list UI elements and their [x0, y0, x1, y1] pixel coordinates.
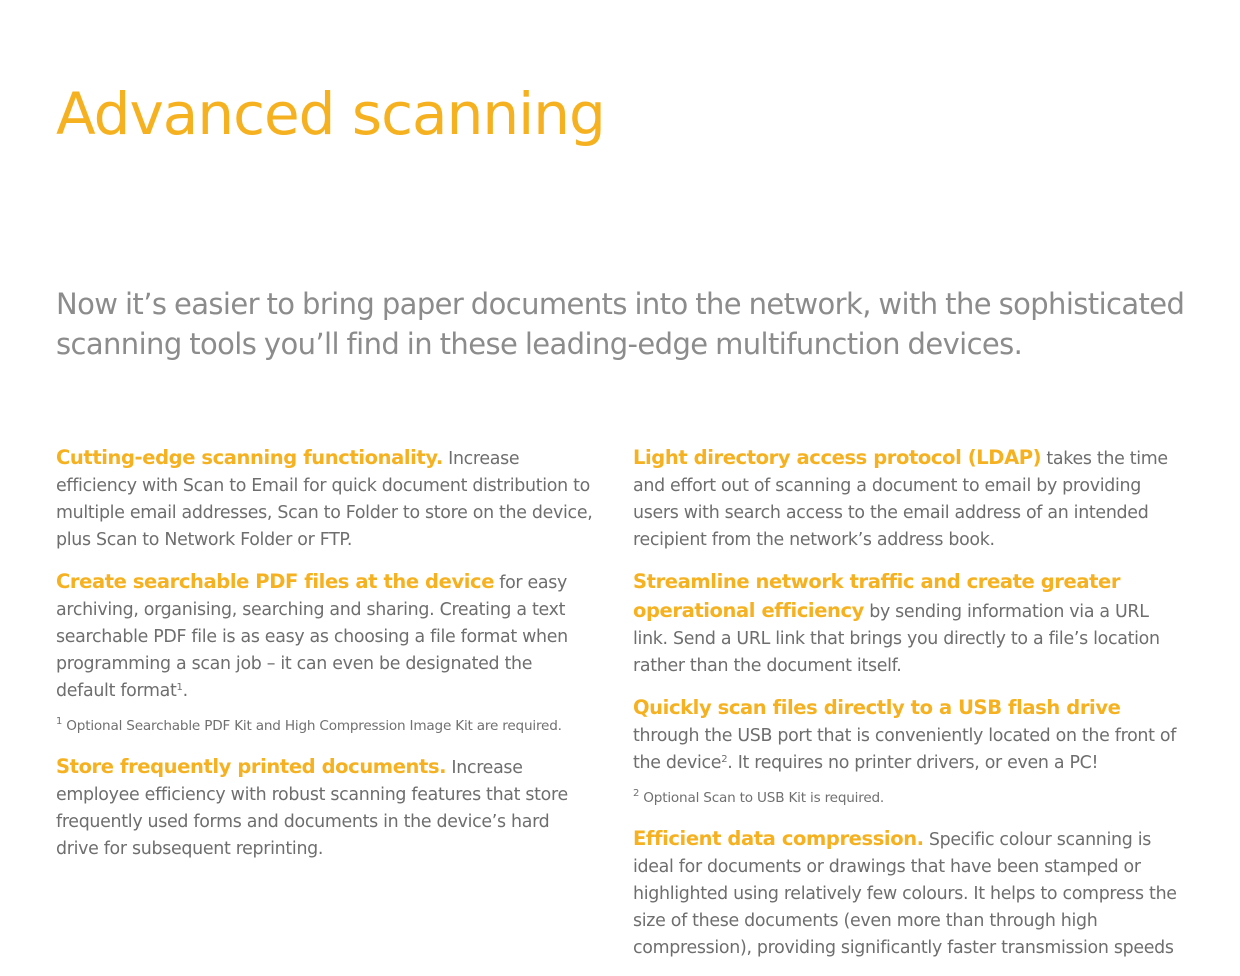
- footnote-1-text: Optional Searchable PDF Kit and High Compression Image Kit are required.: [62, 718, 562, 734]
- network-traffic-heading: Streamline network traffic and create greater operational efficiency: [633, 570, 1121, 622]
- ldap-text: takes the time and effort out of scanning a document to email by providing users with search access to the email address of an intended recipient from the network’s address book.: [633, 449, 1168, 550]
- data-compression-paragraph: [633, 825, 1185, 962]
- footnote-1: [56, 717, 596, 735]
- store-documents-paragraph: [56, 753, 596, 863]
- intro-paragraph: Now it’s easier to bring paper documents into the network, with the sophisticated scanning tools you’ll find in these leading-edge multifunction devices.: [56, 287, 1185, 361]
- footnote-2-text: Optional Scan to USB Kit is required.: [639, 790, 885, 806]
- usb-scan-text: through the USB port that is conveniently located on the front of the device: [633, 726, 1177, 773]
- footnote-ref-2: 2: [721, 754, 728, 765]
- left-column: [56, 444, 596, 877]
- footnote-ref-1: 1: [176, 682, 183, 693]
- ldap-heading: Light directory access protocol (LDAP): [633, 446, 1042, 469]
- ldap-paragraph: [633, 444, 1185, 554]
- footnote-2: [633, 789, 1185, 807]
- right-column: [633, 444, 1185, 976]
- scanning-functionality-paragraph: [56, 444, 596, 554]
- usb-scan-paragraph: [633, 694, 1185, 777]
- usb-scan-text-end: . It requires no printer drivers, or even a PC!: [727, 753, 1099, 773]
- network-traffic-text: by sending information via a URL link. Send a URL link that brings you directly to a file’s location rather than the document itself.: [633, 602, 1160, 676]
- searchable-pdf-text-end: .: [182, 681, 188, 701]
- store-documents-text: Increase employee efficiency with robust scanning features that store frequently used forms and documents in the device’s hard drive for subsequent reprinting.: [56, 758, 568, 859]
- scanning-functionality-heading: Cutting-edge scanning functionality.: [56, 446, 443, 469]
- network-traffic-paragraph: [633, 568, 1185, 680]
- data-compression-heading: Efficient data compression.: [633, 827, 924, 850]
- store-documents-heading: Store frequently printed documents.: [56, 755, 447, 778]
- footnote-2-mark: 2: [633, 788, 640, 799]
- scanning-functionality-text: Increase efficiency with Scan to Email for quick document distribution to multiple email addresses, Scan to Folder to store on the device, plus Scan to Network Folder or FTP.: [56, 449, 593, 550]
- page-title: Advanced scanning: [56, 80, 605, 148]
- searchable-pdf-heading: Create searchable PDF files at the device: [56, 570, 495, 593]
- searchable-pdf-text: for easy archiving, organising, searching and sharing. Creating a text searchable PDF file is as easy as choosing a file format when programming a scan job – it can even be designated the default format: [56, 573, 568, 701]
- usb-scan-heading: Quickly scan files directly to a USB flash drive: [633, 696, 1121, 719]
- data-compression-text: Specific colour scanning is ideal for documents or drawings that have been stamped or highlighted using relatively few colours. It helps to compress the size of these documents (even more than through high compression), providing significantly faster transmission speeds: [633, 830, 1177, 958]
- footnote-1-mark: 1: [56, 716, 63, 727]
- searchable-pdf-paragraph: [56, 568, 596, 705]
